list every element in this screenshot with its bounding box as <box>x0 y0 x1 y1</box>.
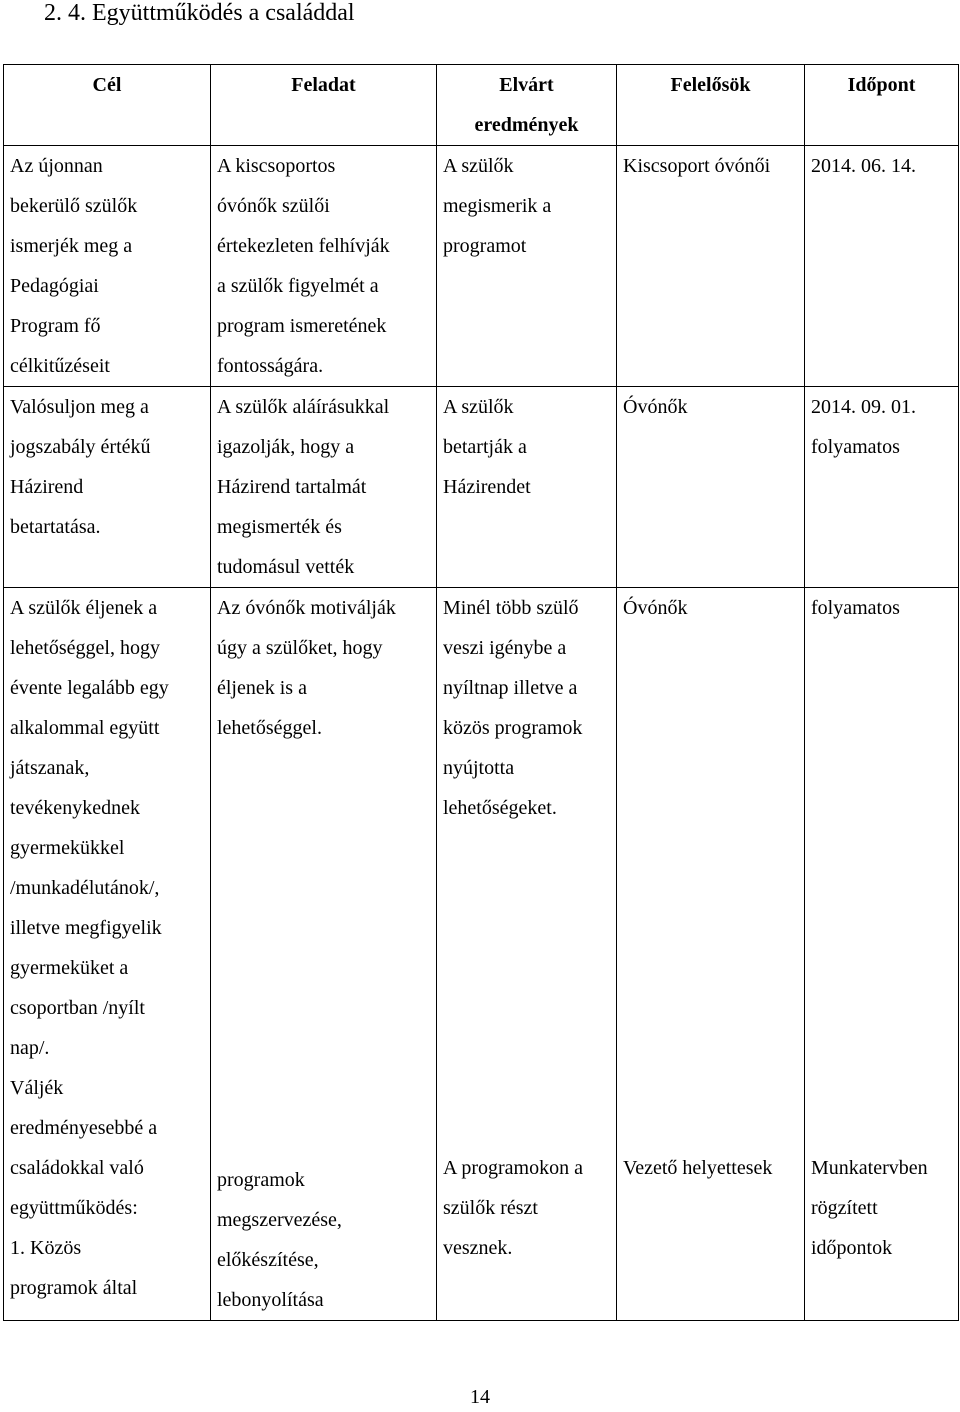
table-row <box>4 588 959 1149</box>
table-header-row <box>4 65 959 146</box>
column-header-expected-results: Elvárt eredmények <box>437 65 617 146</box>
time-cell: 2014. 06. 14. <box>805 146 959 387</box>
goal-cell: A szülők éljenek a lehetőséggel, hogy évente legalább egy alkalommal együtt játszanak, tevékenykednek gyermekükkel /munkadélutánok/, illetve megfigyelik gyermeküket a csoportban /nyílt nap/. Váljék eredményesebbé a családokkal való együttműködés: 1. Közös programok által <box>4 588 211 1321</box>
task-cell: programok megszervezése, előkészítése, lebonyolítása <box>211 1148 437 1321</box>
time-cell: Munkatervben rögzített időpontok <box>805 1148 959 1321</box>
page-number: 14 <box>470 1386 490 1408</box>
table-row <box>4 387 959 588</box>
task-cell: A kiscsoportos óvónők szülői értekezleten felhívják a szülők figyelmét a program ismeretének fontosságára. <box>211 146 437 387</box>
result-cell: A programokon a szülők részt vesznek. <box>437 1148 617 1321</box>
responsible-cell: Óvónők <box>617 387 805 588</box>
table-row <box>4 146 959 387</box>
task-cell: Az óvónők motiválják úgy a szülőket, hogy éljenek is a lehetőséggel. <box>211 588 437 1149</box>
section-heading: 2. 4. Együttműködés a családdal <box>44 0 355 26</box>
time-cell: folyamatos <box>805 588 959 1149</box>
responsible-cell: Óvónők <box>617 588 805 1149</box>
cooperation-plan-table <box>3 64 959 1321</box>
column-header-time: Időpont <box>805 65 959 146</box>
responsible-cell: Kiscsoport óvónői <box>617 146 805 387</box>
result-cell: A szülők betartják a Házirendet <box>437 387 617 588</box>
time-cell: 2014. 09. 01. folyamatos <box>805 387 959 588</box>
column-header-responsible: Felelősök <box>617 65 805 146</box>
goal-cell: Az újonnan bekerülő szülők ismerjék meg a Pedagógiai Program fő célkitűzéseit <box>4 146 211 387</box>
result-cell: Minél több szülő veszi igénybe a nyíltnap illetve a közös programok nyújtotta lehetőségeket. <box>437 588 617 1149</box>
result-cell: A szülők megismerik a programot <box>437 146 617 387</box>
column-header-goal: Cél <box>4 65 211 146</box>
goal-cell: Valósuljon meg a jogszabály értékű Házirend betartatása. <box>4 387 211 588</box>
task-cell: A szülők aláírásukkal igazolják, hogy a Házirend tartalmát megismerték és tudomásul vették <box>211 387 437 588</box>
column-header-task: Feladat <box>211 65 437 146</box>
responsible-cell: Vezető helyettesek <box>617 1148 805 1321</box>
